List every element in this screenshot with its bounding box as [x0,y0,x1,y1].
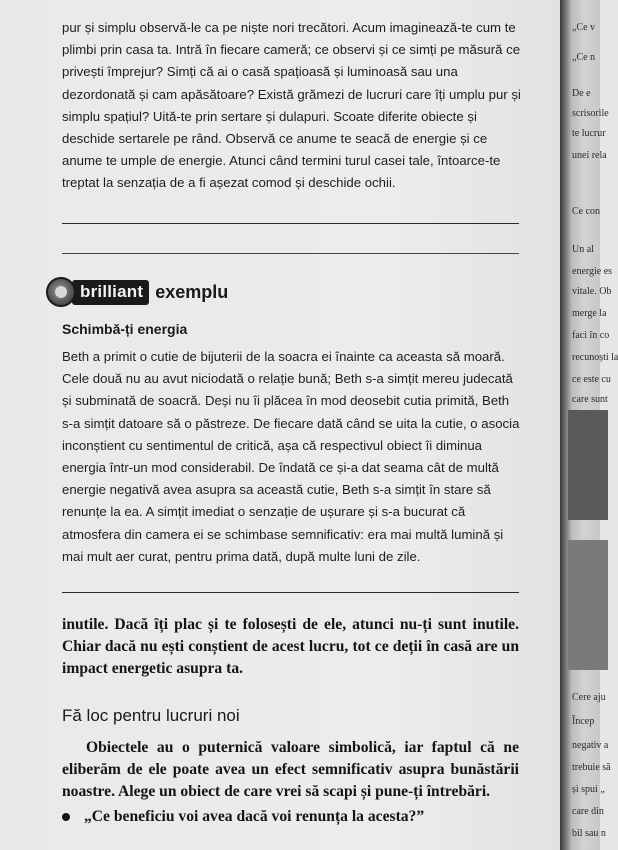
facing-fragment: Încep [572,716,595,727]
facing-fragment: recunoști la [572,352,618,363]
facing-fragment: trebuie să [572,762,611,773]
divider-rule-top [62,223,519,224]
intro-paragraph: pur și simplu observă-le ca pe niște nori trecători. Acum imaginează-te cum te plimbi prin casa ta. Intră în fiecare cameră; ce observi și ce simți pe măsură ce privești împrejur? Simți că ai o casă spațioasă și luminoasă sau una dezordonată și cam apăsătoare? Există grămezi de lucruri care îți umplu pur și simplu spațiul? Uită-te prin sertare și dulapuri. Scoate diferite obiecte și deschide sertarele pe rând. Observă ce anume te seacă de energie și ce anume te umple de energie. Atunci când termini turul casei tale, întoarce-te treptat la senzația de a fi așezat comod și deschide ochii. [62,20,521,191]
facing-fragment: „Ce n [572,52,596,63]
bullet-icon [62,813,70,821]
facing-fragment: și spui „ [572,784,605,795]
facing-fragment: te lucrur [572,128,606,139]
facing-page-shaded-block [568,540,608,670]
facing-fragment: bil sau n [572,828,606,839]
facing-fragment: energie es [572,266,613,277]
bullet-text: „Ce beneficiu voi avea dacă voi renunța la acesta?” [84,808,425,825]
section-paragraph: Obiectele au o puternică valoare simbolică, iar faptul că ne eliberăm de ele poate avea un efect semnificativ asupra bunăstării noastre. Alege un obiect de care vrei să scapi și pune-ți întrebări. [62,739,519,800]
facing-fragment: negativ a [572,740,609,751]
facing-fragment: ce este cu [572,374,611,385]
bullet-item [62,808,424,826]
example-body: Beth a primit o cutie de bijuterii de la soacra ei înainte ca aceasta să moară. Cele două nu au avut niciodată o relație bună; Beth s-a simțit mereu judecată și subminată de soacră. Deși nu îi plăcea în mod deosebit cutia primită, Beth s-a simțit datoare să o păstreze. De fiecare dată când se uita la cutie, o asocia inconștient cu sentimentul de critică, așa că respectivul obiect îi diminua energia într-un mod considerabil. De îndată ce și-a dat seama cât de multă energie negativă avea asupra sa această cutie, Beth s-a simțit în stare să renunțe la ea. A simțit imediat o senzație de ușurare și s-a bucurat că atmosfera din camera ei se schimbase semnificativ: era mai multă lumină și mai mult aer curat, pentru prima dată, după multe luni de zile. [62,349,520,564]
facing-fragment: faci în co [572,330,610,341]
section-heading: Fă loc pentru lucruri noi [62,706,240,725]
facing-fragment: „Ce v [572,22,596,33]
brilliant-example-badge [46,276,228,308]
example-heading: Schimbă-ți energia [62,321,188,337]
book-page-right-edge [560,0,618,850]
badge-label: brilliant [72,280,149,305]
facing-fragment: scrisorile [572,108,609,119]
facing-fragment: vitale. Ob [572,286,612,297]
facing-fragment: Un al [572,244,594,255]
globe-icon [46,277,76,307]
badge-word: exemplu [155,281,229,302]
facing-fragment: merge la [572,308,607,319]
facing-fragment: Cere aju [572,692,606,703]
facing-page-image-block [568,410,608,520]
facing-fragment: De e [572,88,591,99]
facing-fragment: unei rela [572,150,607,161]
facing-fragment: care din [572,806,604,817]
continuation-paragraph: inutile. Dacă îți plac și te folosești de ele, atunci nu-ți sunt inutile. Chiar dacă nu ești conștient de acest lucru, tot ce deții în casă are un impact energetic asupra ta. [62,616,519,677]
facing-fragment: Ce con [572,206,601,217]
example-box-top-rule [62,253,519,254]
example-box-bottom-rule [62,592,519,593]
facing-fragment: care sunt [572,394,608,405]
